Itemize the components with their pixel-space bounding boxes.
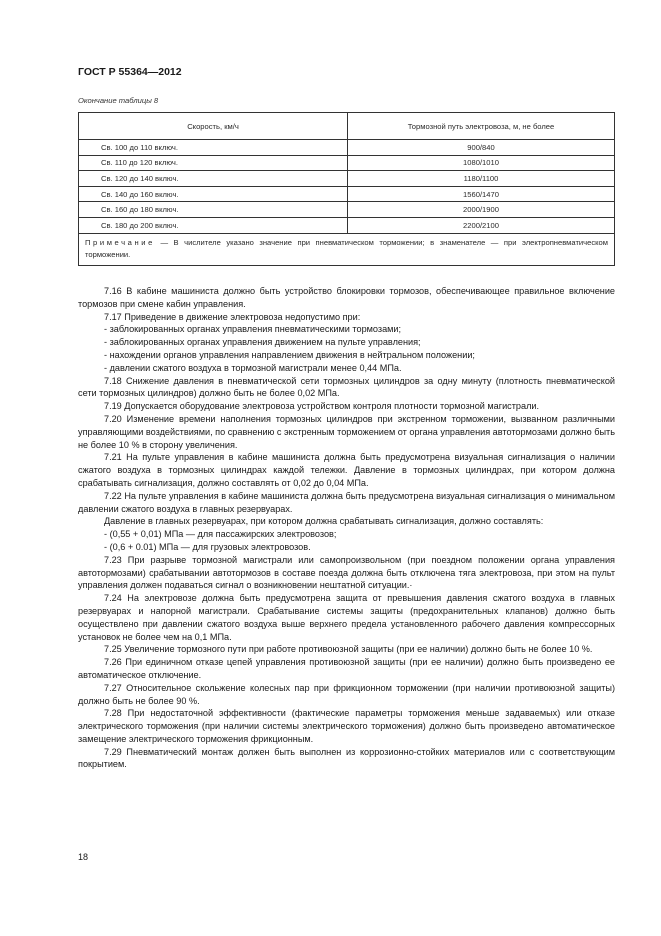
speed-cell: Св. 120 до 140 включ. bbox=[79, 171, 348, 187]
list-item: - (0,55 + 0,01) МПа — для пассажирских электровозов; bbox=[104, 529, 337, 540]
note-text: — В числителе указано значение при пневматическом торможении; в знаменателе — при электропневматическом торможении. bbox=[85, 237, 608, 259]
note-label: Примечание bbox=[85, 237, 155, 247]
document-body bbox=[78, 285, 615, 771]
table-row bbox=[79, 202, 615, 218]
table-header-row bbox=[79, 113, 615, 140]
document-header: ГОСТ Р 55364—2012 bbox=[78, 66, 182, 78]
table-note-row bbox=[79, 233, 615, 265]
distance-cell: 1560/1470 bbox=[348, 186, 615, 202]
table-row bbox=[79, 155, 615, 171]
list-item: - (0,6 + 0.01) МПа — для грузовых электровозов. bbox=[104, 541, 311, 552]
table-row bbox=[79, 140, 615, 156]
paragraph-7-28: 7.28 При недостаточной эффективности (фактические параметры торможения меньше задаваемых) или отказе электрического торможения (при наличии системы электрического торможения) должно быть произведено автоматическое замещение электрического торможения фрикционным. bbox=[78, 708, 615, 744]
paragraph-7-25: 7.25 Увеличение тормозного пути при работе противоюзной защиты (при ее наличии) должно быть не более 10 %. bbox=[104, 644, 593, 655]
table-row bbox=[79, 186, 615, 202]
paragraph-7-27: 7.27 Относительное скольжение колесных пар при фрикционном торможении (при наличии противоюзной защиты) должно быть не более 90 %. bbox=[78, 682, 615, 706]
table-caption: Окончание таблицы 8 bbox=[78, 96, 159, 105]
column-header-distance: Тормозной путь электровоза, м, не более bbox=[348, 113, 615, 140]
paragraph-7-22: 7.22 На пульте управления в кабине машиниста должна быть предусмотрена визуальная сигнализация о минимальном давлении сжатого воздуха в главных резервуарах. bbox=[78, 490, 615, 514]
paragraph-7-17: 7.17 Приведение в движение электровоза недопустимо при: bbox=[104, 311, 361, 322]
distance-cell: 1080/1010 bbox=[348, 155, 615, 171]
table-row bbox=[79, 171, 615, 187]
distance-cell: 900/840 bbox=[348, 140, 615, 156]
table-row bbox=[79, 217, 615, 233]
distance-cell: 1180/1100 bbox=[348, 171, 615, 187]
speed-cell: Св. 180 до 200 включ. bbox=[79, 217, 348, 233]
paragraph-7-26: 7.26 При единичном отказе цепей управления противоюзной защиты (при ее наличии) должно быть произведено ее автоматическое отключение. bbox=[78, 657, 615, 680]
column-header-speed: Скорость, км/ч bbox=[79, 113, 348, 140]
page-number: 18 bbox=[78, 852, 89, 862]
speed-cell: Св. 110 до 120 включ. bbox=[79, 155, 348, 171]
paragraph-7-29: 7.29 Пневматический монтаж должен быть выполнен из коррозионно-стойких материалов или с соответствующим покрытием. bbox=[78, 746, 615, 770]
speed-cell: Св. 100 до 110 включ. bbox=[79, 140, 348, 156]
table-note bbox=[79, 233, 615, 265]
list-item: - заблокированных органах управления пневматическими тормозами; bbox=[104, 324, 402, 335]
speed-cell: Св. 140 до 160 включ. bbox=[79, 186, 348, 202]
list-item: - заблокированных органах управления движением на пульте управления; bbox=[104, 337, 421, 348]
paragraph-pressure: Давление в главных резервуарах, при котором должна срабатывать сигнализация, должно составлять: bbox=[104, 516, 544, 527]
braking-distance-table bbox=[78, 112, 615, 266]
paragraph-7-16: 7.16 В кабине машиниста должно быть устройство блокировки тормозов, обеспечивающее правильное включение тормозов при смене кабин управления. bbox=[78, 286, 615, 309]
paragraph-7-24: 7.24 На электровозе должна быть предусмотрена защита от превышения давления сжатого воздуха в главных резервуарах и напорной магистрали. Срабатывание системы защиты (предохранительных клапанов) должно быть осуществлено при давлении сжатого воздуха выше верхнего предела установленного рабочего давления компрессорных установок не более чем на 0,1 МПа. bbox=[78, 593, 615, 642]
speed-cell: Св. 160 до 180 включ. bbox=[79, 202, 348, 218]
paragraph-7-18: 7.18 Снижение давления в пневматической сети тормозных цилиндров за одну минуту (плотность пневматической сети тормозных цилиндров) должно быть не более 0,02 МПа. bbox=[78, 375, 615, 399]
paragraph-7-20: 7.20 Изменение времени наполнения тормозных цилиндров при экстренном торможении, вызванном различными управляющими воздействиями, по сравнению с экстренным торможением от органа управления автотормозами должно быть не более 10 % в сторону увеличения. bbox=[78, 413, 615, 450]
list-item: - давлении сжатого воздуха в тормозной магистрали менее 0,44 МПа. bbox=[104, 362, 402, 373]
distance-cell: 2000/1900 bbox=[348, 202, 615, 218]
distance-cell: 2200/2100 bbox=[348, 217, 615, 233]
paragraph-7-21: 7.21 На пульте управления в кабине машиниста должна быть предусмотрена визуальная сигнализация о наличии сжатого воздуха в тормозных цилиндрах каждой тележки. Давление в тормозных цилиндрах, при котором должна срабатывать сигнализация, должно составлять от 0,02 до 0,04 МПа. bbox=[78, 452, 615, 488]
paragraph-7-23: 7.23 При разрыве тормозной магистрали или самопроизвольном (при поездном положении органа управления автотормозами) срабатывании автотормозов в составе поезда должна быть отключена тяга электровоза, при этом на пульт управления должен подаваться сигнал о возникновении нештатной ситуации.· bbox=[78, 554, 615, 591]
paragraph-7-19: 7.19 Допускается оборудование электровоза устройством контроля плотности тормозной магистрали. bbox=[104, 401, 540, 412]
list-item: - нахождении органов управления направлением движения в нейтральном положении; bbox=[104, 349, 475, 360]
